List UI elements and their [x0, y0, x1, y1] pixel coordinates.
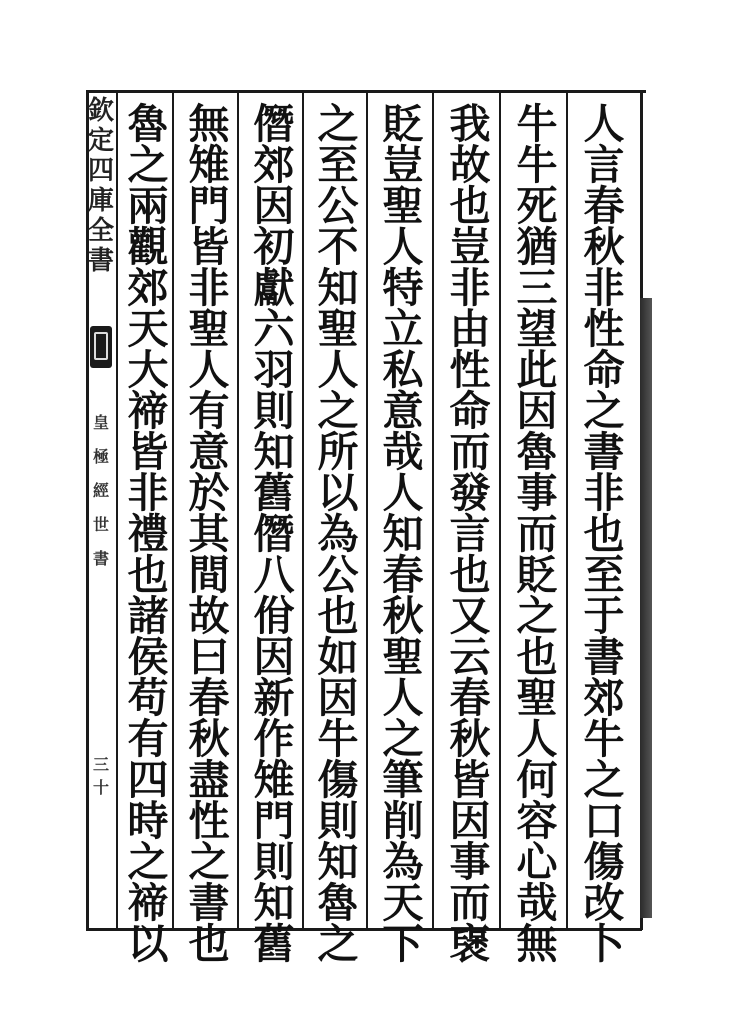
margin-title-char: 欽: [88, 96, 115, 126]
text-char: 秋: [583, 223, 625, 271]
text-char: 性: [188, 797, 230, 845]
text-char: 因: [253, 633, 295, 681]
margin-sub-char: 世: [92, 515, 109, 534]
text-char: 為: [382, 838, 424, 886]
text-char: 非: [583, 264, 625, 312]
text-char: 其: [188, 510, 230, 558]
text-char: 之: [382, 715, 424, 763]
text-char: 事: [449, 838, 491, 886]
text-column: [578, 100, 630, 968]
text-char: 改: [583, 879, 625, 927]
page-number: 三十: [92, 755, 109, 797]
text-char: 傷: [583, 838, 625, 886]
text-char: 人: [382, 674, 424, 722]
text-char: 聖: [382, 182, 424, 230]
text-char: 皆: [449, 756, 491, 804]
margin-title-char: 庫: [88, 186, 115, 216]
text-char: 不: [317, 223, 359, 271]
text-char: 之: [583, 756, 625, 804]
text-char: 口: [583, 797, 625, 845]
text-char: 書: [188, 879, 230, 927]
text-char: 下: [382, 920, 424, 968]
text-char: 知: [253, 879, 295, 927]
text-char: 春: [583, 182, 625, 230]
text-column: [248, 100, 300, 968]
text-char: 春: [188, 674, 230, 722]
text-char: 為: [317, 510, 359, 558]
text-char: 雉: [188, 141, 230, 189]
text-char: 知: [253, 428, 295, 476]
text-column: [511, 100, 563, 968]
text-char: 也: [516, 633, 558, 681]
text-char: 卜: [583, 920, 625, 968]
text-char: 特: [382, 264, 424, 312]
text-char: 春: [382, 551, 424, 599]
text-char: 意: [382, 387, 424, 435]
text-char: 也: [188, 920, 230, 968]
text-char: 貶: [516, 551, 558, 599]
text-char: 哉: [516, 879, 558, 927]
text-char: 以: [317, 469, 359, 517]
text-char: 因: [253, 182, 295, 230]
margin-title-char: 書: [88, 246, 115, 276]
text-char: 於: [188, 469, 230, 517]
text-char: 八: [253, 551, 295, 599]
text-char: 云: [449, 633, 491, 681]
text-char: 豈: [382, 141, 424, 189]
text-char: 則: [253, 838, 295, 886]
margin-divider: [116, 90, 118, 930]
text-char: 時: [127, 797, 169, 845]
text-char: 聖: [516, 674, 558, 722]
text-char: 此: [516, 346, 558, 394]
text-char: 間: [188, 551, 230, 599]
text-char: 故: [449, 141, 491, 189]
column-divider: [302, 92, 304, 928]
text-char: 無: [188, 100, 230, 148]
text-char: 禘: [127, 387, 169, 435]
margin-book-title: [88, 96, 114, 276]
text-char: 魯: [516, 428, 558, 476]
text-char: 因: [516, 387, 558, 435]
text-char: 禘: [127, 879, 169, 927]
text-char: 所: [317, 428, 359, 476]
text-char: 僭: [253, 100, 295, 148]
text-char: 而: [449, 879, 491, 927]
text-char: 曰: [188, 633, 230, 681]
text-char: 意: [188, 428, 230, 476]
text-char: 以: [127, 920, 169, 968]
text-char: 四: [127, 756, 169, 804]
text-char: 事: [516, 469, 558, 517]
text-char: 作: [253, 715, 295, 763]
text-char: 之: [516, 592, 558, 640]
fish-tail-mark: [90, 326, 112, 368]
text-char: 舊: [253, 469, 295, 517]
text-char: 之: [317, 387, 359, 435]
text-char: 書: [583, 633, 625, 681]
text-char: 聖: [188, 305, 230, 353]
text-column: [312, 100, 364, 968]
text-char: 獻: [253, 264, 295, 312]
text-char: 盡: [188, 756, 230, 804]
text-char: 人: [382, 469, 424, 517]
text-char: 知: [317, 838, 359, 886]
column-divider: [566, 92, 568, 928]
text-char: 也: [583, 510, 625, 558]
text-char: 之: [188, 838, 230, 886]
text-char: 故: [188, 592, 230, 640]
text-char: 諸: [127, 592, 169, 640]
text-char: 舊: [253, 920, 295, 968]
text-char: 也: [449, 182, 491, 230]
text-char: 牛: [516, 100, 558, 148]
text-char: 皆: [188, 223, 230, 271]
margin-sub-char: 書: [92, 549, 109, 568]
text-char: 因: [317, 674, 359, 722]
text-char: 春: [449, 674, 491, 722]
column-divider: [237, 92, 239, 928]
text-char: 聖: [382, 633, 424, 681]
text-char: 望: [516, 305, 558, 353]
text-char: 知: [382, 510, 424, 558]
text-char: 如: [317, 633, 359, 681]
text-char: 貶: [382, 100, 424, 148]
text-char: 因: [449, 797, 491, 845]
text-char: 天: [382, 879, 424, 927]
text-char: 魯: [317, 879, 359, 927]
text-char: 人: [516, 715, 558, 763]
margin-sub-char: 經: [92, 481, 109, 500]
text-char: 非: [583, 469, 625, 517]
text-char: 私: [382, 346, 424, 394]
text-char: 秋: [449, 715, 491, 763]
right-edge-shadow: [640, 298, 652, 918]
text-char: 書: [583, 428, 625, 476]
margin-sub-char: 皇: [92, 413, 109, 432]
text-char: 至: [317, 141, 359, 189]
text-char: 無: [516, 920, 558, 968]
text-char: 筆: [382, 756, 424, 804]
text-char: 牛: [317, 715, 359, 763]
text-char: 也: [127, 551, 169, 599]
text-char: 公: [317, 551, 359, 599]
text-char: 門: [188, 182, 230, 230]
text-char: 門: [253, 797, 295, 845]
text-char: 公: [317, 182, 359, 230]
text-char: 命: [583, 346, 625, 394]
text-char: 佾: [253, 592, 295, 640]
text-char: 傷: [317, 756, 359, 804]
text-char: 知: [317, 264, 359, 312]
text-char: 性: [583, 305, 625, 353]
text-char: 觀: [127, 223, 169, 271]
text-char: 非: [188, 264, 230, 312]
text-char: 心: [516, 838, 558, 886]
margin-title-char: 定: [88, 126, 115, 156]
text-char: 有: [188, 387, 230, 435]
text-char: 之: [127, 838, 169, 886]
text-char: 牛: [583, 715, 625, 763]
text-char: 三: [516, 264, 558, 312]
column-divider: [499, 92, 501, 928]
text-char: 羽: [253, 346, 295, 394]
text-char: 人: [382, 223, 424, 271]
text-char: 秋: [382, 592, 424, 640]
text-column: [444, 100, 496, 968]
column-divider: [366, 92, 368, 928]
text-char: 也: [449, 551, 491, 599]
text-char: 又: [449, 592, 491, 640]
text-char: 容: [516, 797, 558, 845]
text-char: 發: [449, 469, 491, 517]
text-char: 六: [253, 305, 295, 353]
text-char: 之: [127, 141, 169, 189]
text-char: 言: [449, 510, 491, 558]
text-char: 我: [449, 100, 491, 148]
text-char: 命: [449, 387, 491, 435]
text-char: 新: [253, 674, 295, 722]
text-char: 苟: [127, 674, 169, 722]
text-char: 何: [516, 756, 558, 804]
text-char: 初: [253, 223, 295, 271]
text-char: 郊: [583, 674, 625, 722]
margin-title-char: 全: [88, 216, 115, 246]
text-column: [377, 100, 429, 968]
text-char: 至: [583, 551, 625, 599]
text-char: 而: [516, 510, 558, 558]
text-char: 魯: [127, 100, 169, 148]
text-char: 由: [449, 305, 491, 353]
text-char: 人: [188, 346, 230, 394]
text-char: 性: [449, 346, 491, 394]
text-char: 哉: [382, 428, 424, 476]
text-char: 雉: [253, 756, 295, 804]
text-char: 死: [516, 182, 558, 230]
text-char: 非: [449, 264, 491, 312]
column-divider: [432, 92, 434, 928]
text-char: 郊: [127, 264, 169, 312]
text-char: 大: [127, 346, 169, 394]
text-char: 僭: [253, 510, 295, 558]
text-column: [122, 100, 174, 968]
text-char: 侯: [127, 633, 169, 681]
margin-sub-char: 極: [92, 447, 109, 466]
text-char: 則: [253, 387, 295, 435]
text-char: 削: [382, 797, 424, 845]
text-char: 皆: [127, 428, 169, 476]
text-char: 立: [382, 305, 424, 353]
text-char: 猶: [516, 223, 558, 271]
text-column: [183, 100, 235, 968]
text-char: 之: [317, 920, 359, 968]
text-char: 聖: [317, 305, 359, 353]
text-char: 則: [317, 797, 359, 845]
margin-title-char: 四: [88, 156, 115, 186]
text-char: 也: [317, 592, 359, 640]
text-char: 有: [127, 715, 169, 763]
text-char: 牛: [516, 141, 558, 189]
text-char: 于: [583, 592, 625, 640]
text-char: 襃: [449, 920, 491, 968]
text-char: 而: [449, 428, 491, 476]
text-char: 非: [127, 469, 169, 517]
text-char: 兩: [127, 182, 169, 230]
text-char: 之: [583, 387, 625, 435]
margin-work-title: [92, 406, 110, 576]
text-char: 天: [127, 305, 169, 353]
text-char: 禮: [127, 510, 169, 558]
text-char: 人: [317, 346, 359, 394]
text-char: 人: [583, 100, 625, 148]
text-char: 之: [317, 100, 359, 148]
text-char: 豈: [449, 223, 491, 271]
text-char: 秋: [188, 715, 230, 763]
text-char: 言: [583, 141, 625, 189]
text-char: 郊: [253, 141, 295, 189]
